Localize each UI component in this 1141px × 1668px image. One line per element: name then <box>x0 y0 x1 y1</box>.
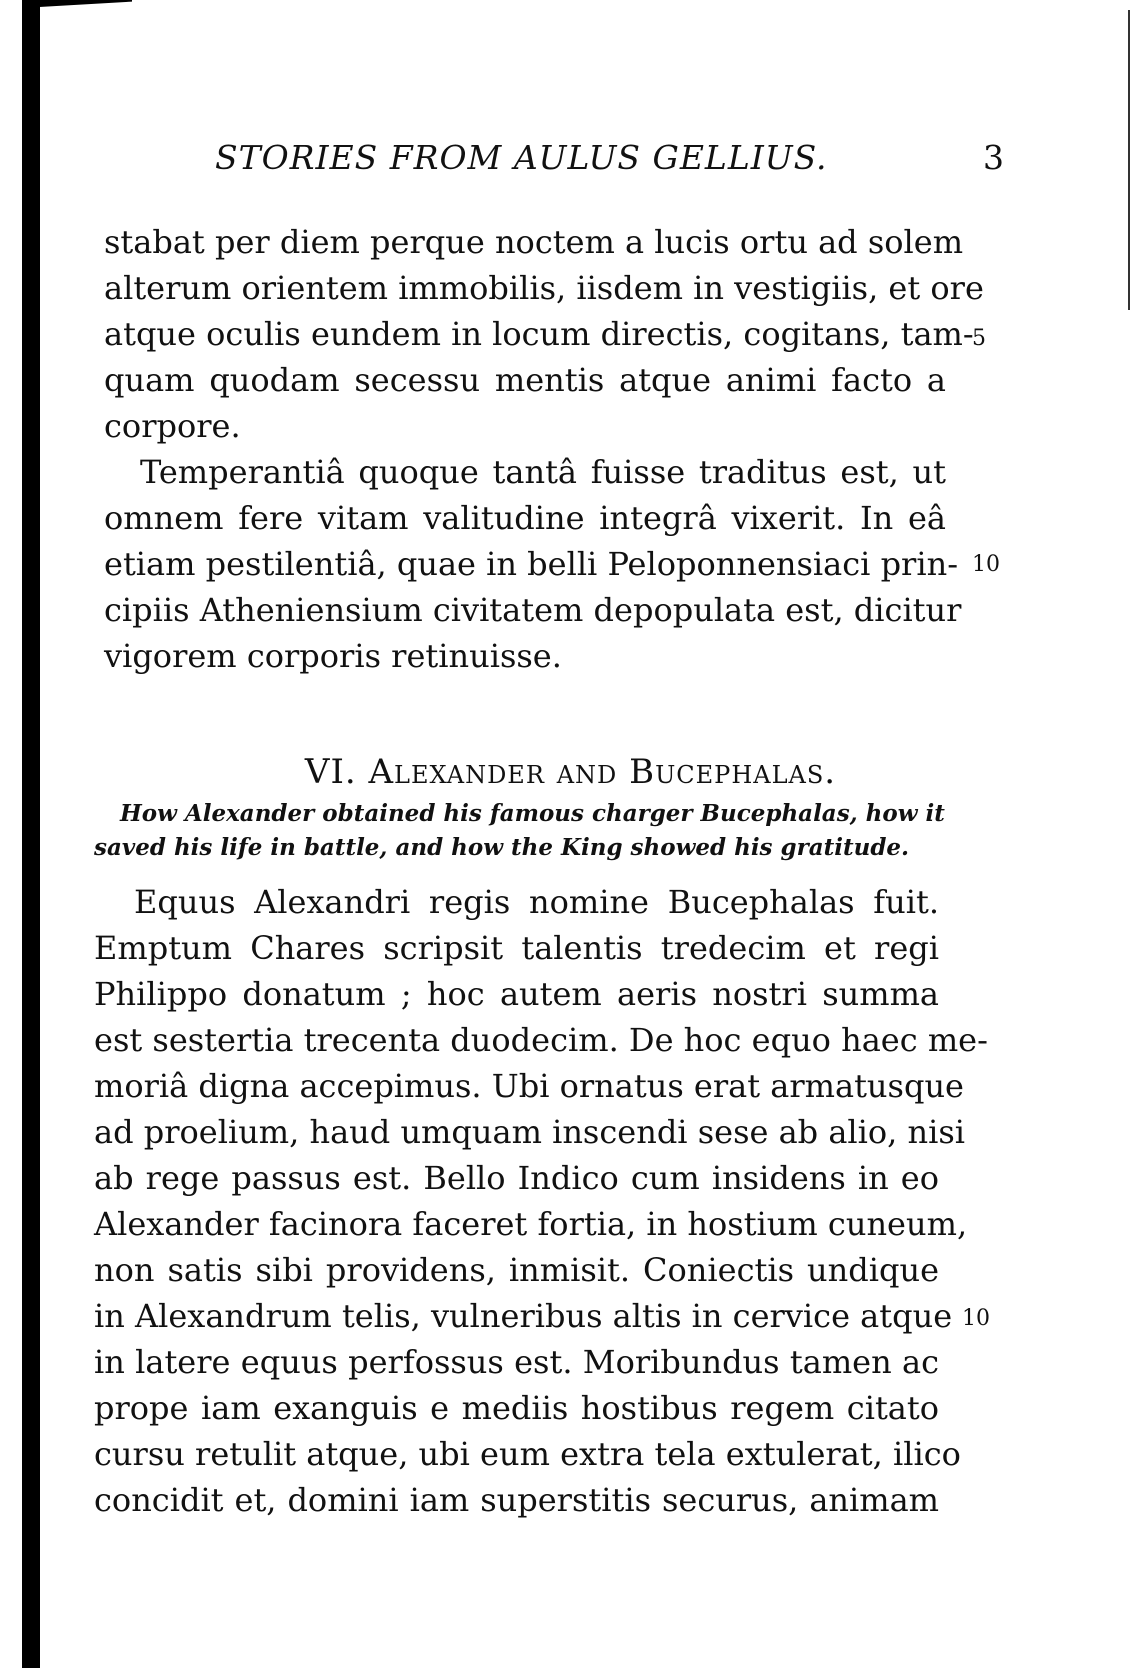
text-line: omnem fere vitam valitudine integrâ vixerit. In eâ <box>104 499 946 537</box>
text-line: vigorem corporis retinuisse. <box>104 637 562 675</box>
text-line: in Alexandrum telis, vulneribus altis in cervice atque <box>94 1297 953 1335</box>
text-line: alterum orientem immobilis, iisdem in vestigiis, et ore <box>104 269 984 307</box>
running-title: STORIES FROM AULUS GELLIUS. <box>215 138 828 177</box>
summary-line: How Alexander obtained his famous charger Bucephalas, how it <box>120 800 945 827</box>
text-line: Philippo donatum ; hoc autem aeris nostri summa <box>94 975 939 1013</box>
text-line: prope iam exanguis e mediis hostibus regem citato <box>94 1389 939 1427</box>
scan-edge-top <box>22 0 132 8</box>
page-number: 3 <box>983 138 1005 177</box>
text-line: atque oculis eundem in locum directis, cogitans, tam- <box>104 315 974 353</box>
text-line: cipiis Atheniensium civitatem depopulata est, dicitur <box>104 591 962 629</box>
text-line: cursu retulit atque, ubi eum extra tela extulerat, ilico <box>94 1435 961 1473</box>
line-number: 10 <box>972 552 1000 577</box>
text-line: etiam pestilentiâ, quae in belli Peloponnensiaci prin- <box>104 545 958 583</box>
running-header <box>215 138 1005 177</box>
text-line: stabat per diem perque noctem a lucis ortu ad solem <box>104 223 964 261</box>
text-line: Emptum Chares scripsit talentis tredecim et regi <box>94 929 939 967</box>
summary-line: saved his life in battle, and how the King showed his gratitude. <box>94 834 910 861</box>
line-number: 5 <box>972 326 986 351</box>
text-line: in latere equus perfossus est. Moribundus tamen ac <box>94 1343 939 1381</box>
text-line: ab rege passus est. Bello Indico cum insidens in eo <box>94 1159 939 1197</box>
text-line: Equus Alexandri regis nomine Bucephalas fuit. <box>134 883 939 921</box>
text-line: concidit et, domini iam superstitis securus, animam <box>94 1481 939 1519</box>
text-line: est sestertia trecenta duodecim. De hoc equo haec me- <box>94 1021 988 1059</box>
text-line: quam quodam secessu mentis atque animi facto a <box>104 361 946 399</box>
text-line: non satis sibi providens, inmisit. Coniectis undique <box>94 1251 939 1289</box>
line-number: 10 <box>962 1306 990 1331</box>
scan-edge <box>22 0 40 1668</box>
text-line: ad proelium, haud umquam inscendi sese ab alio, nisi <box>94 1113 965 1151</box>
section-heading: VI. Alexander and Bucephalas. <box>304 752 837 792</box>
text-line: corpore. <box>104 407 241 445</box>
text-line: moriâ digna accepimus. Ubi ornatus erat armatusque <box>94 1067 964 1105</box>
text-line: Temperantiâ quoque tantâ fuisse traditus est, ut <box>140 453 946 491</box>
text-line: Alexander facinora faceret fortia, in hostium cuneum, <box>94 1205 968 1243</box>
scan-right-line <box>1128 10 1130 310</box>
